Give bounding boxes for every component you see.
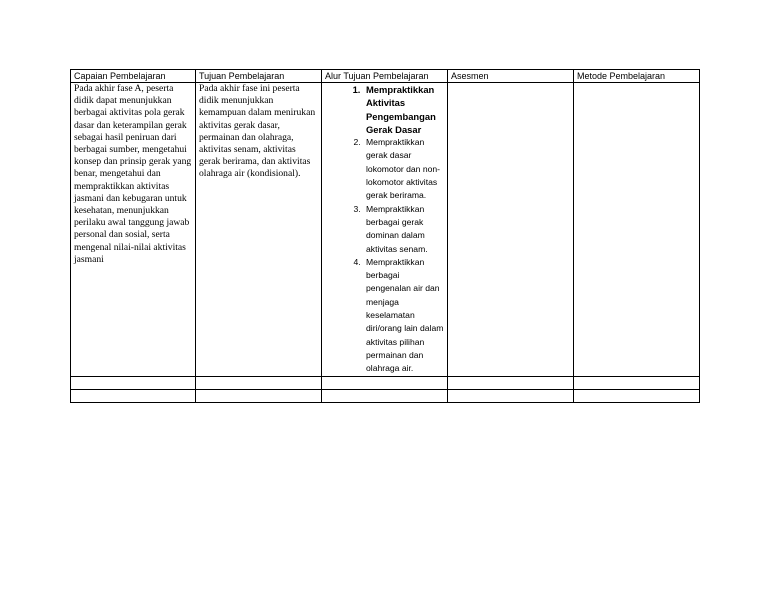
alur-item: 2. Mempraktikkan gerak dasar lokomotor dan non-lokomotor aktivitas gerak berirama. [363,136,444,202]
header-asesmen: Asesmen [448,70,574,83]
alur-item: 4. Mempraktikkan berbagai pengenalan air dan menjaga keselamatan diri/orang lain dalam aktivitas pilihan permainan dan olahraga air. [363,256,444,376]
alur-list [325,83,444,376]
empty-cell [71,389,196,402]
content-row [71,83,700,377]
empty-cell [196,389,322,402]
empty-row [71,376,700,389]
tujuan-cell: Pada akhir fase ini peserta didik menunjukkan kemampuan dalam menirukan aktivitas gerak dasar, permainan dan olahraga, aktivitas senam, aktivitas gerak berirama, dan aktivitas olahraga air (kondisional). [196,83,322,377]
empty-cell [574,389,700,402]
empty-cell [322,376,448,389]
alur-item: 1. Mempraktikkan Aktivitas Pengembangan Gerak Dasar [363,83,444,136]
header-capaian: Capaian Pembelajaran [71,70,196,83]
alur-item: 3. Mempraktikkan berbagai gerak dominan dalam aktivitas senam. [363,203,444,256]
empty-cell [196,376,322,389]
metode-cell [574,83,700,377]
header-tujuan: Tujuan Pembelajaran [196,70,322,83]
asesmen-cell [448,83,574,377]
empty-cell [322,389,448,402]
empty-cell [574,376,700,389]
empty-cell [448,389,574,402]
empty-row [71,389,700,402]
header-metode: Metode Pembelajaran [574,70,700,83]
header-alur: Alur Tujuan Pembelajaran [322,70,448,83]
learning-plan-table [70,69,700,403]
capaian-cell: Pada akhir fase A, peserta didik dapat menunjukkan berbagai aktivitas pola gerak dasar dan keterampilan gerak sebagai hasil peniruan dari berbagai sumber, mengetahui konsep dan prinsip gerak yang benar, mengetahui dan mempraktikkan aktivitas jasmani dan kebugaran untuk kesehatan, menunjukkan perilaku awal tanggung jawab personal dan sosial, serta mengenal nilai-nilai aktivitas jasmani [71,83,196,377]
alur-cell [322,83,448,377]
empty-cell [71,376,196,389]
empty-cell [448,376,574,389]
header-row [71,70,700,83]
